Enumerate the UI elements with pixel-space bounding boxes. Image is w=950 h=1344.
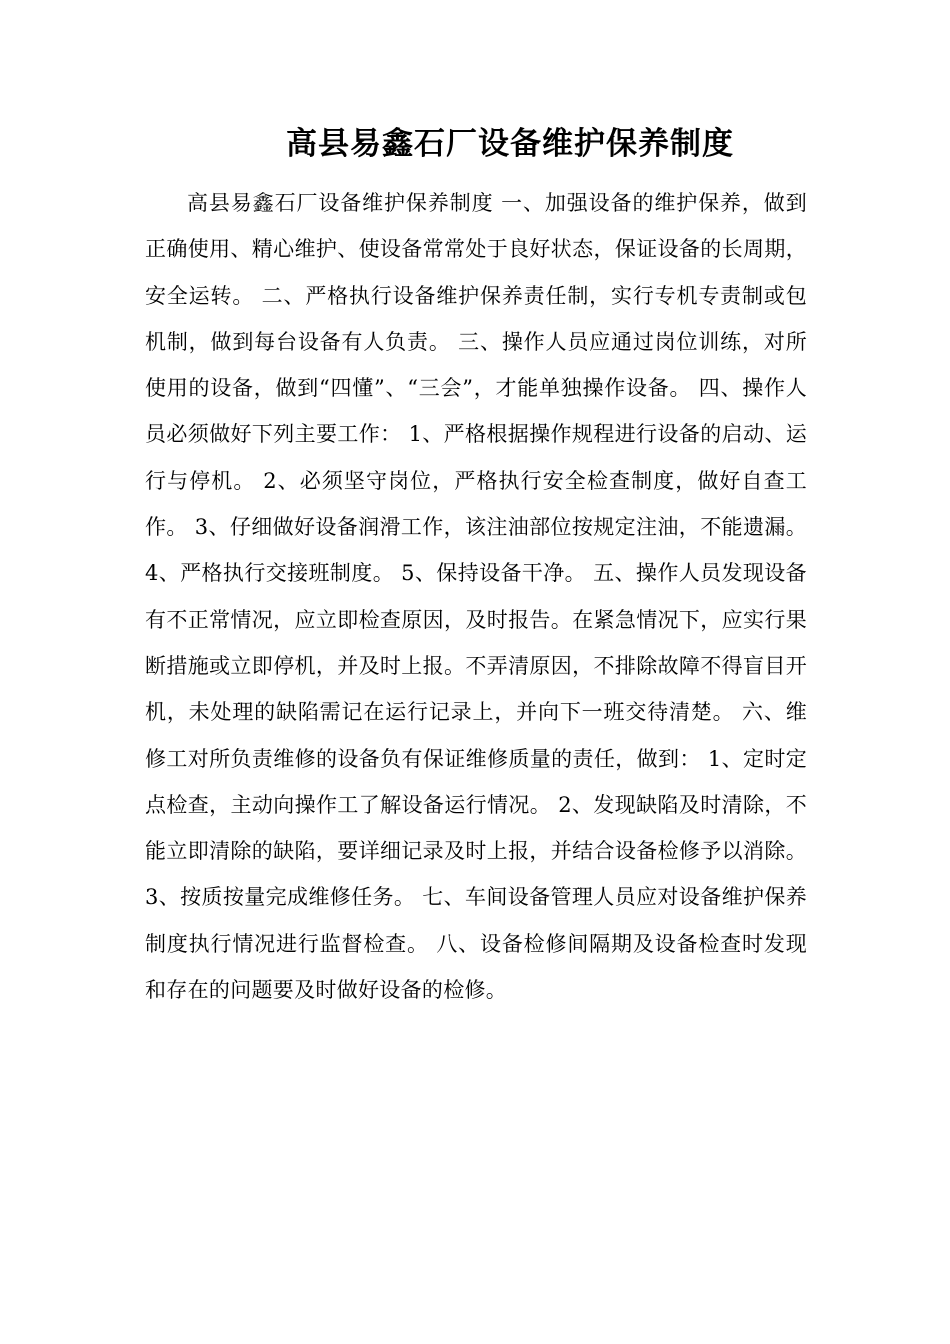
document-body-text: 高县易鑫石厂设备维护保养制度 一、加强设备的维护保养，做到正确使用、精心维护、使设备常常处于良好状态，保证设备的长周期，安全运转。 二、严格执行设备维护保养责任制，实行专机专责制或包机制，做到每台设备有人负责。 三、操作人员应通过岗位训练，对所使用的设备，做到“四懂”、“三会”，才能单独操作设备。 四、操作人员必须做好下列主要工作： 1、严格根据操作规程进行设备的启动、运行与停机。 2、必须坚守岗位，严格执行安全检查制度，做好自查工作。 3、仔细做好设备润滑工作，该注油部位按规定注油，不能遗漏。 4、严格执行交接班制度。 5、保持设备干净。 五、操作人员发现设备有不正常情况，应立即检查原因，及时报告。在紧急情况下，应实行果断措施或立即停机，并及时上报。不弄清原因，不排除故障不得盲目开机，未处理的缺陷需记在运行记录上，并向下一班交待清楚。 六、维修工对所负责维修的设备负有保证维修质量的责任，做到： 1、定时定点检查，主动向操作工了解设备运行情况。 2、发现缺陷及时清除，不能立即清除的缺陷，要详细记录及时上报，并结合设备检修予以消除。 3、按质按量完成维修任务。 七、车间设备管理人员应对设备维护保养制度执行情况进行监督检查。 八、设备检修间隔期及设备检查时发现和存在的问题要及时做好设备的检修。 — [145, 191, 807, 1003]
document-title: 高县易鑫石厂设备维护保养制度 — [286, 126, 734, 162]
